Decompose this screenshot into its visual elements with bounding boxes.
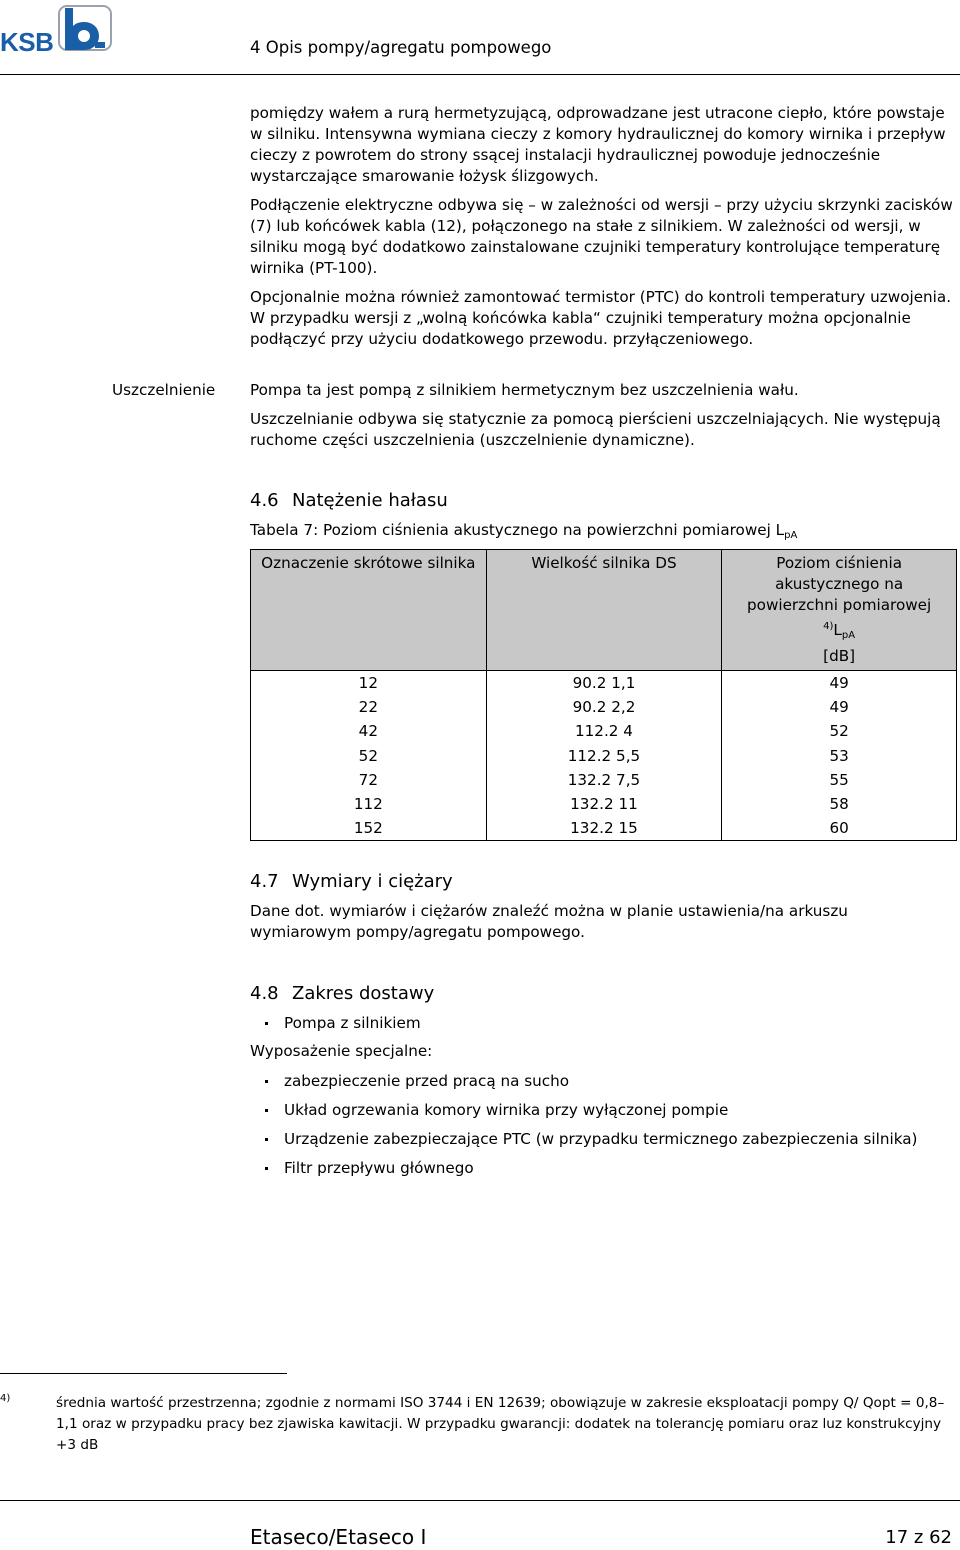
footer-product: Etaseco/Etaseco I [250,1525,427,1549]
chapter-title: 4 Opis pompy/agregatu pompowego [250,38,552,57]
table-cell: 90.2 2,2 [486,695,722,719]
table-cell: 53 [722,744,957,768]
paragraph-cooling: pomiędzy wałem a rurą hermetyzującą, odprowadzane jest utracone ciepło, które powstaje w silniku. Intensywna wymiana cieczy z komory hydraulicznej do komory wirnika i przepływ cieczy z powrotem do strony ssącej instalacji hydraulicznej powoduje jednocześnie wystarczające smarowanie łożysk ślizgowych. [250,104,946,185]
footnote-mark: 4) [0,1393,11,1404]
section-title: Wymiary i ciężary [292,871,453,892]
ksb-logo [0,2,115,57]
caption-label: Tabela 7: [250,521,319,539]
paragraph-electrical: Podłączenie elektryczne odbywa się – w zależności od wersji – przy użyciu skrzynki zacisków (7) lub końcówek kabla (12), połączonego na stałe z silnikiem. W zależności od wersji, w silniku mogą być dodatkowo zainstalowane czujniki temperatury kontrolujące temperaturę wirnika (PT-100). [250,196,953,277]
table-cell: 49 [722,671,957,696]
table-cell: 90.2 1,1 [486,671,722,696]
table-row [251,695,957,719]
logo-text: KSB [0,27,54,57]
col3-symbol: L [833,621,842,640]
section-number: 4.6 [250,490,279,511]
paragraph-thermistor: Opcjonalnie można również zamontować termistor (PTC) do kontroli temperatury uzwojenia. W przypadku wersji z „wolną końcówka kabla“ czujniki temperatury można opcjonalnie podłączyć przy użyciu dodatkowego przewodu. przyłączeniowego. [250,288,952,348]
col3-subscript: pA [841,630,856,642]
list-item: Urządzenie zabezpieczające PTC (w przypadku termicznego zabezpieczenia silnika) [263,1129,953,1150]
table-row [251,792,957,816]
col3-footnote-ref: 4) [823,621,834,632]
paragraph-dimensions: Dane dot. wymiarów i ciężarów znaleźć można w planie ustawienia/na arkuszu wymiarowym pompy/agregatu pompowego. [250,902,848,941]
table-cell: 152 [251,816,487,841]
table-cell: 112 [251,792,487,816]
table-cell: 112.2 4 [486,719,722,743]
caption-text: Poziom ciśnienia akustycznego na powierzchni pomiarowej L [323,521,785,539]
paragraph-sealing-2: Uszczelnianie odbywa się statycznie za pomocą pierścieni uszczelniających. Nie występują ruchome części uszczelnienia (uszczelnienie dynamiczne). [250,410,941,449]
table-cell: 12 [251,671,487,696]
list-item: Układ ogrzewania komory wirnika przy wyłączonej pompie [263,1100,953,1121]
table-cell: 42 [251,719,487,743]
table-cell: 72 [251,768,487,792]
table-cell: 132.2 11 [486,792,722,816]
col3-text: Poziom ciśnienia akustycznego na powierzchni pomiarowej [747,554,932,614]
delivery-list [263,1013,953,1034]
noise-table [250,549,957,841]
col-header-motion-code: Oznaczenie skrótowe silnika [251,550,487,671]
special-equipment-list [263,1071,953,1187]
table-row [251,816,957,841]
section-title: Zakres dostawy [292,983,435,1004]
paragraph-sealing-1: Pompa ta jest pompą z silnikiem hermetycznym bez uszczelnienia wału. [250,381,799,399]
section-number: 4.7 [250,871,279,892]
footnote-divider [0,1373,287,1374]
table-caption [250,521,797,541]
list-item: Filtr przepływu głównego [263,1158,953,1179]
section-heading-4-8 [250,983,434,1004]
col-header-sound-pressure [722,550,957,671]
table-row [251,744,957,768]
side-label-sealing: Uszczelnienie [112,381,216,399]
section-heading-4-7 [250,871,453,892]
footnote-text: średnia wartość przestrzenna; zgodnie z normami ISO 3744 i EN 12639; obowiązuje w zakresie eksploatacji pompy Q/ Qopt = 0,8–1,1 oraz w przypadku pracy bez zjawiska kawitacji. W przypadku gwarancji: dodatek na tolerancję pomiaru oraz luz konstrukcyjny +3 dB [56,1395,945,1453]
col-header-motor-size: Wielkość silnika DS [486,550,722,671]
section-heading-4-6 [250,490,448,511]
table-row [251,768,957,792]
col3-unit: [dB] [823,647,856,666]
table-cell: 22 [251,695,487,719]
special-equipment-label: Wyposażenie specjalne: [250,1042,433,1060]
section-title: Natężenie hałasu [292,490,448,511]
table-cell: 132.2 15 [486,816,722,841]
footer-page-number: 17 z 62 [885,1527,952,1548]
footer-divider [0,1500,960,1501]
table-row [251,671,957,696]
table-cell: 60 [722,816,957,841]
list-item: zabezpieczenie przed pracą na sucho [263,1071,953,1092]
table-cell: 49 [722,695,957,719]
header-divider [0,74,960,75]
caption-subscript: pA [784,530,798,541]
logo-mark-icon [57,4,113,52]
table-cell: 112.2 5,5 [486,744,722,768]
table-cell: 52 [722,719,957,743]
table-row [251,719,957,743]
section-number: 4.8 [250,983,279,1004]
table-cell: 52 [251,744,487,768]
list-item: Pompa z silnikiem [263,1013,953,1034]
table-cell: 132.2 7,5 [486,768,722,792]
table-header-row [251,550,957,671]
table-cell: 55 [722,768,957,792]
table-cell: 58 [722,792,957,816]
